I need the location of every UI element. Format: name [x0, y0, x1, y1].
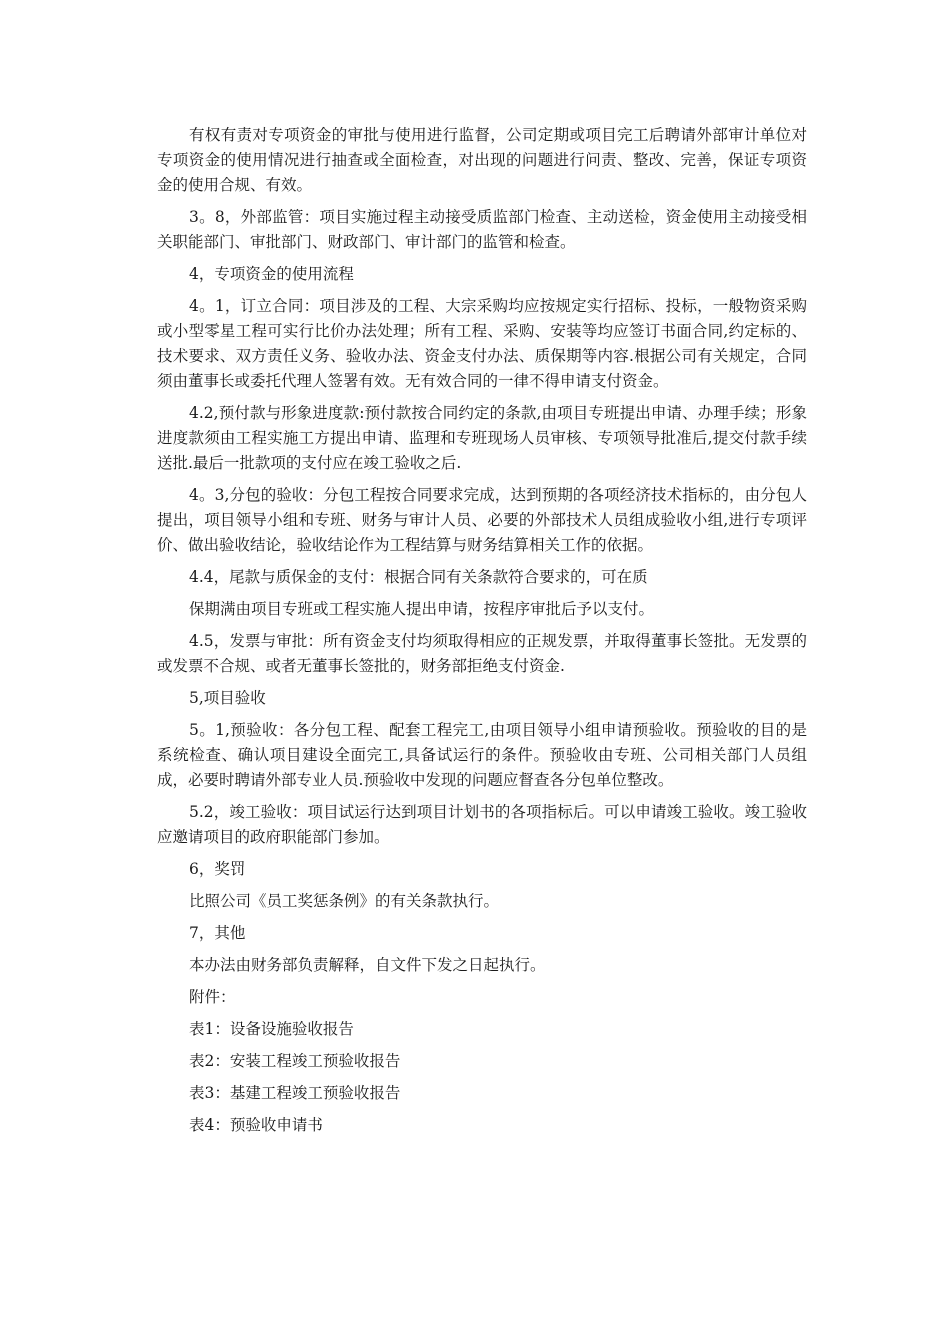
paragraph-4-3-subcontract-acceptance: 4。3,分包的验收：分包工程按合同要求完成，达到预期的各项经济技术指标的，由分包人提出，项目领导小组和专班、财务与审计人员、必要的外部技术人员组成验收小组,进行专项评价、做出验收结论，验收结论作为工程结算与财务结算相关工作的依据。: [157, 486, 807, 554]
paragraph-4-1-contract: 4。1，订立合同：项目涉及的工程、大宗采购均应按规定实行招标、投标，一般物资采购或小型零星工程可实行比价办法处理；所有工程、采购、安装等均应签订书面合同,约定标的、技术要求、双方责任义务、验收办法、资金支付办法、质保期等内容.根据公司有关规定，合同须由董事长或委托代理人签署有效。无有效合同的一律不得申请支付资金。: [157, 297, 807, 390]
paragraph-6-rewards-body: 比照公司《员工奖惩条例》的有关条款执行。: [189, 892, 500, 910]
attachments-heading: 附件：: [189, 988, 236, 1006]
attachment-item-2: 表2：安装工程竣工预验收报告: [189, 1052, 401, 1070]
section-heading-4-usage-process: 4，专项资金的使用流程: [189, 265, 354, 283]
paragraph-5-1-pre-acceptance: 5。1,预验收：各分包工程、配套工程完工,由项目领导小组申请预验收。预验收的目的是系统检查、确认项目建设全面完工,具备试运行的条件。预验收由专班、公司相关部门人员组成，必要时聘请外部专业人员.预验收中发现的问题应督查各分包单位整改。: [157, 721, 807, 789]
section-heading-5-acceptance: 5,项目验收: [189, 689, 266, 707]
paragraph-5-2-completion-acceptance: 5.2，竣工验收：项目试运行达到项目计划书的各项指标后。可以申请竣工验收。竣工验收应邀请项目的政府职能部门参加。: [157, 803, 807, 846]
paragraph-7-other-body: 本办法由财务部负责解释，自文件下发之日起执行。: [189, 956, 546, 974]
attachment-item-1: 表1：设备设施验收报告: [189, 1020, 354, 1038]
section-heading-7-other: 7，其他: [189, 924, 246, 942]
paragraph-3-8-external-supervision: 3。8，外部监管：项目实施过程主动接受质监部门检查、主动送检，资金使用主动接受相关职能部门、审批部门、财政部门、审计部门的监管和检查。: [157, 208, 807, 251]
paragraph-4-4-continued: 保期满由项目专班或工程实施人提出申请，按程序审批后予以支付。: [189, 600, 655, 618]
section-heading-6-rewards: 6，奖罚: [189, 860, 246, 878]
attachment-item-4: 表4：预验收申请书: [189, 1116, 323, 1134]
attachment-item-3: 表3：基建工程竣工预验收报告: [189, 1084, 401, 1102]
document-body: [157, 123, 807, 1145]
paragraph-4-2-advance-payment: 4.2,预付款与形象进度款:预付款按合同约定的条款,由项目专班提出申请、办理手续；形象进度款须由工程实施工方提出申请、监理和专班现场人员审核、专项领导批准后,提交付款手续送批.最后一批款项的支付应在竣工验收之后.: [157, 404, 807, 472]
paragraph-supervision-continued: 有权有责对专项资金的审批与使用进行监督，公司定期或项目完工后聘请外部审计单位对专项资金的使用情况进行抽查或全面检查，对出现的问题进行问责、整改、完善，保证专项资金的使用合规、有效。: [157, 126, 807, 194]
paragraph-4-5-invoice-approval: 4.5，发票与审批：所有资金支付均须取得相应的正规发票，并取得董事长签批。无发票的或发票不合规、或者无董事长签批的，财务部拒绝支付资金.: [157, 632, 807, 675]
paragraph-4-4-final-payment: 4.4，尾款与质保金的支付：根据合同有关条款符合要求的，可在质: [189, 568, 648, 586]
